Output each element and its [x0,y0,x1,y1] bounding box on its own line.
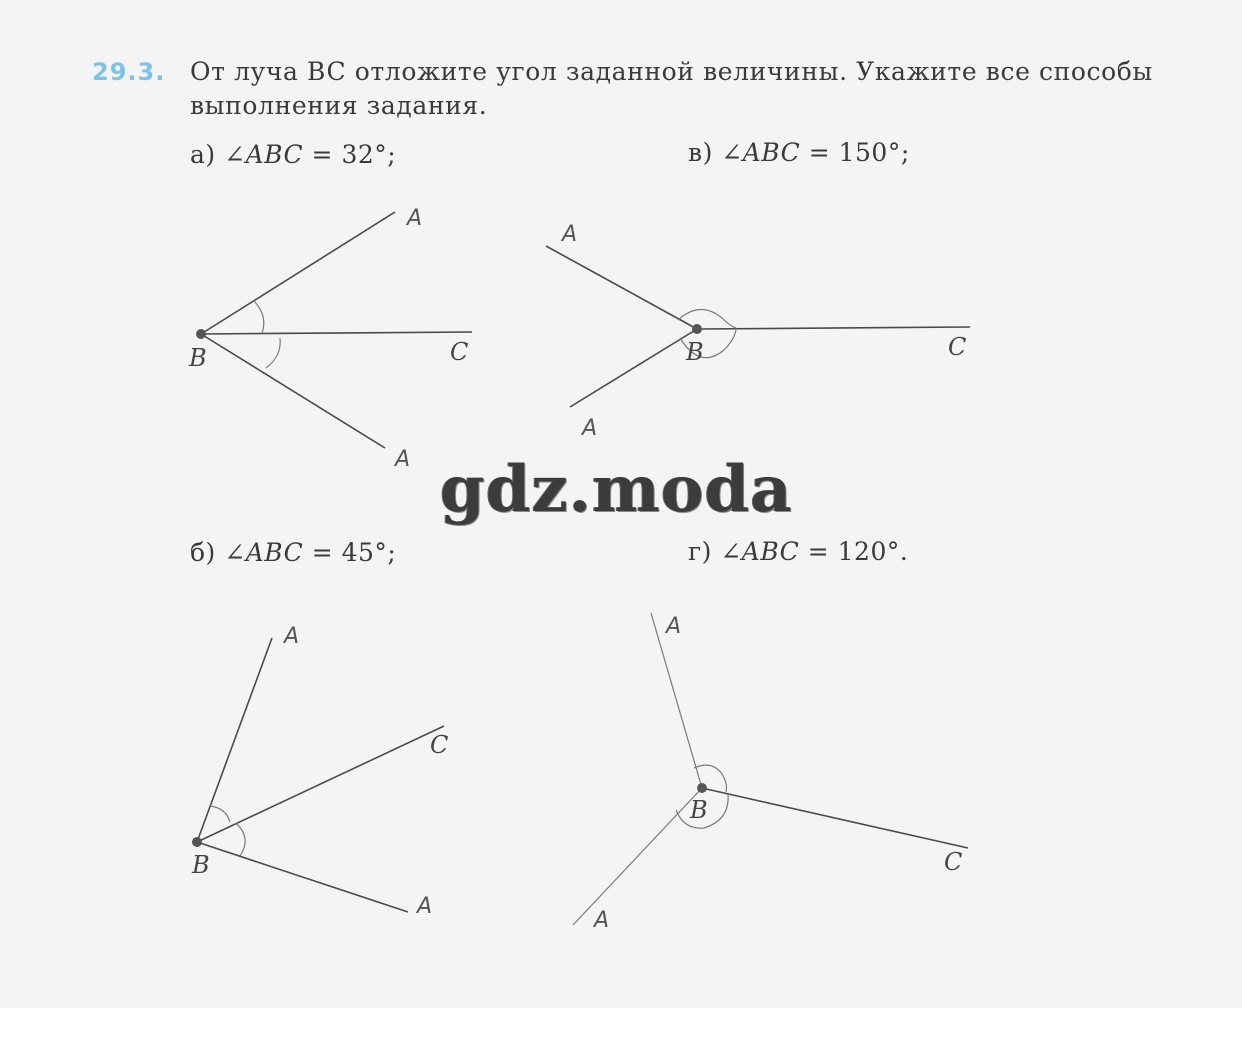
problem-number: 29.3. [92,58,166,86]
part-b-value: = 45°; [311,538,397,567]
figure-a-vertex-point [196,329,206,339]
part-g-value: = 120°. [807,537,909,566]
figure-v-ray-ba-upper [546,246,697,329]
figure-a [188,206,472,472]
figure-b-label-b: B [192,851,210,879]
figure-b-label-c: C [430,731,449,759]
watermark: gdz.moda [440,452,793,527]
figure-b-arc-upper [210,806,230,822]
figure-b-label-a-upper: A [284,624,300,649]
part-a-value: = 32°; [311,140,397,169]
figure-v-ray-ba-lower [570,329,697,407]
figure-a-label-b: B [189,344,207,372]
part-v-value: = 150°; [808,138,910,167]
figure-g-ray-ba-upper [651,613,702,788]
figure-b [191,624,448,919]
part-a-marker: а) [190,140,216,169]
figure-g-label-c: C [944,848,963,876]
figure-b-ray-ba-lower [197,842,408,912]
part-g-marker: г) [688,537,712,566]
figure-a-ray-ba-lower [201,334,385,448]
figure-a-label-a-upper: A [407,206,423,231]
part-a-angle: ∠ABC [224,140,304,169]
figure-g-label-a-upper: A [666,614,682,639]
part-b-angle: ∠ABC [224,538,304,567]
problem-statement: От луча BC отложите угол заданной величины. Укажите все способы выполнения задания. [190,57,1153,120]
part-b-marker: б) [190,538,216,567]
figure-g-label-a-lower: A [594,908,610,933]
figure-a-arc-lower [266,338,280,368]
figure-g [573,613,968,933]
figure-v [546,222,970,441]
figure-a-label-a-lower: A [395,447,411,472]
figure-g-vertex-point [697,783,707,793]
figure-b-arc-lower [236,823,245,856]
part-g-angle: ∠ABC [720,537,800,566]
figure-a-ray-bc [201,332,472,334]
figure-b-label-a-lower: A [417,894,433,919]
figure-a-arc-upper [254,301,264,333]
part-v-marker: в) [688,138,713,167]
figure-v-label-a-lower: A [582,416,598,441]
figure-v-vertex-point [692,324,702,334]
figure-g-label-b: B [690,796,708,824]
figure-v-label-b: B [686,338,704,366]
figure-g-ray-ba-lower [573,788,702,925]
figure-b-vertex-point [192,837,202,847]
figure-g-ray-bc [702,788,968,848]
figure-v-ray-bc [697,327,970,329]
part-v-angle: ∠ABC [721,138,801,167]
figure-a-label-c: C [450,338,469,366]
figure-v-label-a-upper: A [562,222,578,247]
figure-v-arc-upper [678,309,736,328]
figure-a-ray-ba-upper [201,212,395,334]
figure-v-label-c: C [948,333,967,361]
